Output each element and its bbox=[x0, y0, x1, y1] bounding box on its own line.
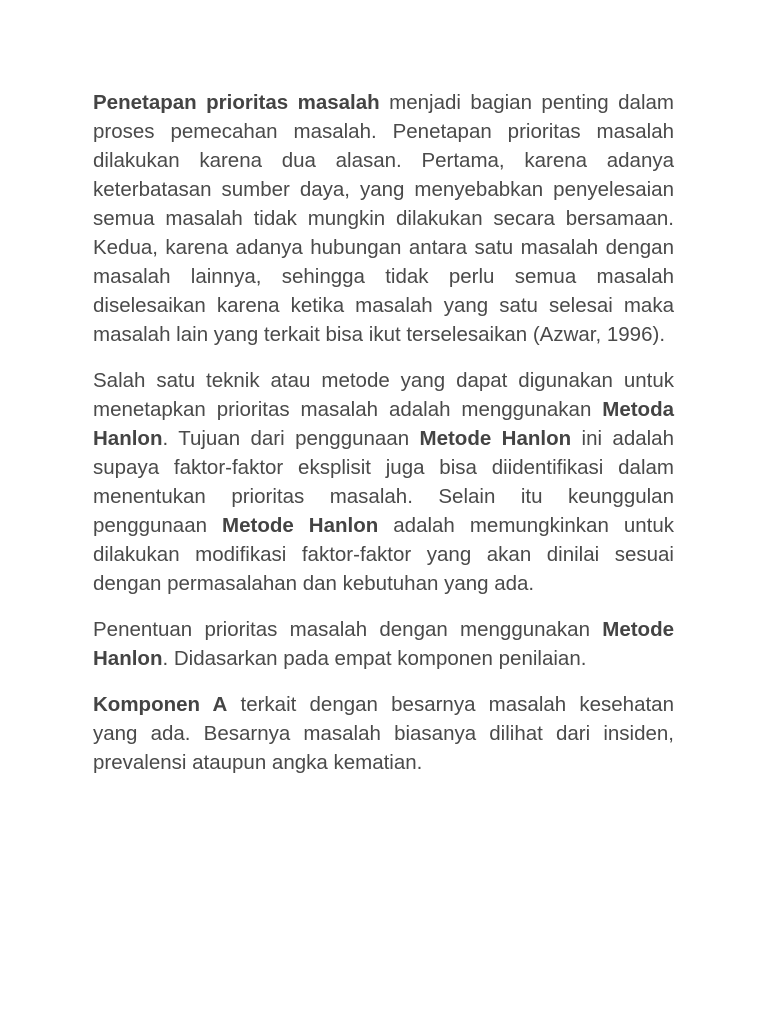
paragraph-text: . Didasarkan pada empat komponen penilaian. bbox=[162, 647, 587, 670]
paragraph-text: Salah satu teknik atau metode yang dapat digunakan untuk menetapkan prioritas masalah adalah menggunakan bbox=[93, 369, 674, 421]
bold-term: Metoda Hanlon bbox=[93, 398, 674, 450]
bold-term: Metode Hanlon bbox=[419, 427, 572, 450]
document-page bbox=[93, 88, 674, 794]
paragraph-text: Penentuan prioritas masalah dengan menggunakan bbox=[93, 618, 603, 641]
bold-term: Metode Hanlon bbox=[93, 618, 674, 670]
paragraph-penentuan bbox=[93, 615, 674, 673]
paragraph-metode-hanlon bbox=[93, 366, 674, 598]
paragraph-text: menjadi bagian penting dalam proses pemecahan masalah. Penetapan prioritas masalah dilakukan karena dua alasan. Pertama, karena adanya keterbatasan sumber daya, yang menyebabkan penyelesaian semua masalah tidak mungkin dilakukan secara bersamaan. Kedua, karena adanya hubungan antara satu masalah dengan masalah lainnya, sehingga tidak perlu semua masalah diselesaikan karena ketika masalah yang satu selesai maka masalah lain yang terkait bisa ikut terselesaikan (Azwar, 1996). bbox=[93, 91, 674, 346]
paragraph-text: terkait dengan besarnya masalah kesehatan yang ada. Besarnya masalah biasanya dilihat dari insiden, prevalensi ataupun angka kematian. bbox=[93, 693, 674, 774]
paragraph-text: . Tujuan dari penggunaan bbox=[162, 427, 420, 450]
paragraph-prioritas bbox=[93, 88, 674, 349]
paragraph-text: ini adalah supaya faktor-faktor eksplisit juga bisa diidentifikasi dalam menentukan prioritas masalah. Selain itu keunggulan penggunaan bbox=[93, 427, 674, 537]
paragraph-text: adalah memungkinkan untuk dilakukan modifikasi faktor-faktor yang akan dinilai sesuai dengan permasalahan dan kebutuhan yang ada. bbox=[93, 514, 675, 595]
bold-term: Komponen A bbox=[93, 693, 228, 716]
bold-term: Metode Hanlon bbox=[222, 514, 379, 537]
bold-term: Penetapan prioritas masalah bbox=[93, 91, 380, 114]
paragraph-komponen-a bbox=[93, 690, 674, 777]
